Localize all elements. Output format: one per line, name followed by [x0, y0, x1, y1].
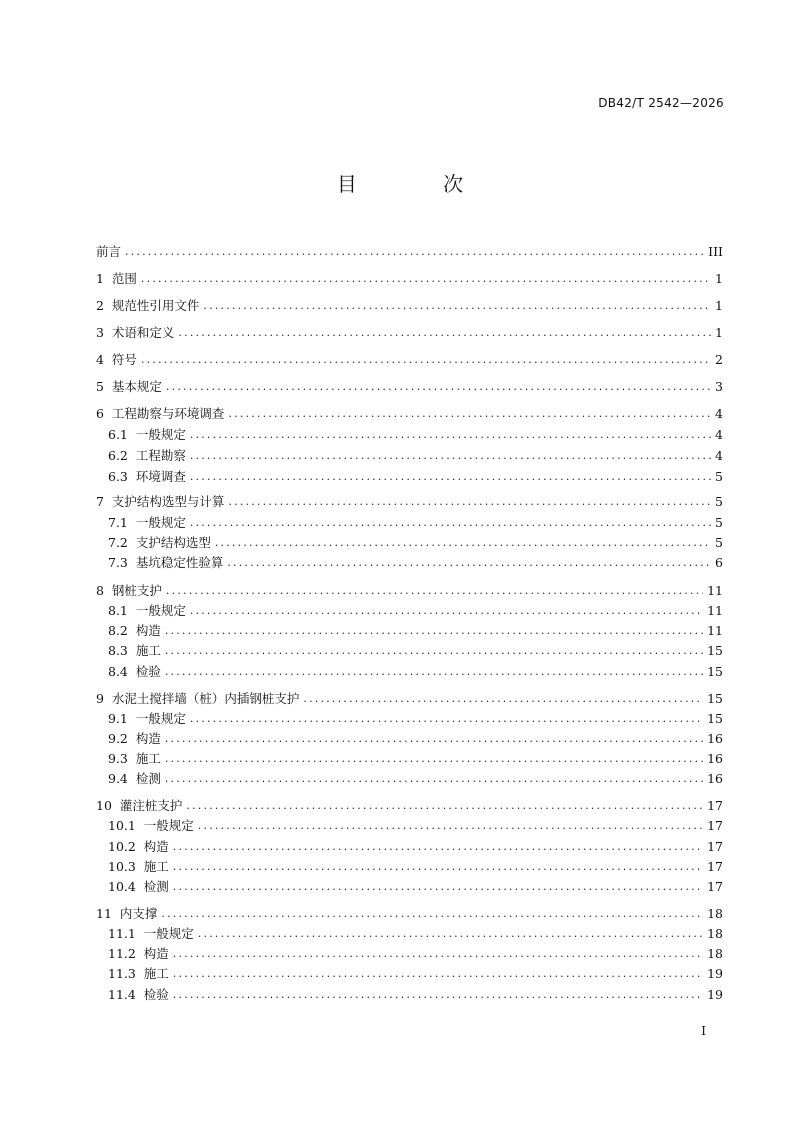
toc-dot-leader [227, 555, 711, 571]
toc-entry[interactable] [96, 242, 723, 260]
toc-entry-label: 构造 [135, 623, 161, 638]
toc-entry-number: 7.1 [108, 515, 136, 530]
toc-entry[interactable] [96, 296, 723, 314]
toc-entry-page: 16 [707, 751, 723, 766]
toc-entry-number: 9.4 [108, 771, 136, 786]
toc-dot-leader [141, 271, 711, 287]
toc-dot-leader [161, 906, 703, 922]
toc-entry-page: 1 [715, 271, 723, 286]
toc-entry-number: 11.3 [108, 966, 144, 981]
toc-entry-label: 一般规定 [143, 926, 194, 941]
toc-entry-label: 检验 [135, 664, 161, 679]
toc-entry[interactable] [108, 641, 723, 659]
toc-entry-page: 4 [715, 448, 723, 463]
toc-entry-number: 10.2 [108, 839, 144, 854]
toc-dot-leader [190, 515, 711, 531]
toc-entry[interactable] [108, 985, 723, 1003]
toc-entry-page: 18 [707, 946, 723, 961]
toc-entry-label: 水泥土搅拌墙（桩）内插钢桩支护 [111, 691, 300, 706]
toc-entry-number: 8.3 [108, 643, 136, 658]
toc-entry-label: 检验 [143, 987, 169, 1002]
toc-entry-page: 4 [715, 406, 723, 421]
toc-entry-number: 7.2 [108, 535, 136, 550]
toc-entry-label: 检测 [143, 879, 169, 894]
toc-entry[interactable] [108, 553, 723, 571]
toc-dot-leader [178, 325, 711, 341]
toc-entry-page: 17 [707, 818, 723, 833]
toc-dot-leader [165, 771, 703, 787]
toc-entry-page: 11 [707, 583, 723, 598]
toc-dot-leader [165, 664, 703, 680]
toc-entry-number: 11.2 [108, 946, 144, 961]
toc-entry[interactable] [96, 796, 723, 814]
toc-entry-label: 施工 [135, 751, 161, 766]
toc-entry-number: 8.2 [108, 623, 136, 638]
toc-entry-number: 10.3 [108, 859, 144, 874]
toc-entry-number: 7.3 [108, 555, 136, 570]
toc-entry-label: 术语和定义 [111, 325, 175, 340]
toc-dot-leader [173, 946, 703, 962]
toc-entry[interactable] [108, 513, 723, 531]
toc-dot-leader [228, 406, 711, 422]
toc-entry-label: 构造 [143, 839, 169, 854]
toc-entry-page: 17 [707, 839, 723, 854]
page-number: I [701, 1024, 706, 1038]
toc-entry-number: 8.4 [108, 664, 136, 679]
toc-entry[interactable] [108, 924, 723, 942]
toc-entry-page: 19 [707, 966, 723, 981]
toc-entry-page: 1 [715, 298, 723, 313]
toc-entry-number: 9 [96, 691, 112, 706]
toc-dot-leader [165, 643, 703, 659]
toc-entry[interactable] [108, 816, 723, 834]
toc-entry-page: 1 [715, 325, 723, 340]
toc-entry-page: 19 [707, 987, 723, 1002]
toc-entry-label: 一般规定 [135, 427, 186, 442]
toc-entry-page: 5 [715, 469, 723, 484]
toc-entry-label: 工程勘察 [135, 448, 186, 463]
toc-entry[interactable] [96, 492, 723, 510]
toc-entry-number: 2 [96, 298, 112, 313]
toc-entry-number: 7 [96, 494, 112, 509]
toc-entry-page: 18 [707, 926, 723, 941]
toc-entry-number: 11.4 [108, 987, 144, 1002]
toc-entry-label: 内支撑 [119, 906, 158, 921]
toc-entry-label: 钢桩支护 [111, 583, 162, 598]
toc-entry[interactable] [108, 446, 723, 464]
toc-entry[interactable] [108, 749, 723, 767]
toc-dot-leader [165, 731, 703, 747]
toc-entry[interactable] [108, 621, 723, 639]
toc-entry[interactable] [108, 769, 723, 787]
toc-entry-number: 3 [96, 325, 112, 340]
toc-entry-label: 施工 [143, 859, 169, 874]
toc-dot-leader [166, 379, 711, 395]
toc-entry-number: 10 [96, 798, 120, 813]
toc-entry-number: 8.1 [108, 603, 136, 618]
toc-entry[interactable] [96, 904, 723, 922]
toc-dot-leader [198, 818, 703, 834]
toc-dot-leader [165, 751, 703, 767]
toc-entry-label: 检测 [135, 771, 161, 786]
toc-entry[interactable] [108, 601, 723, 619]
toc-dot-leader [165, 623, 703, 639]
toc-entry-label: 施工 [143, 966, 169, 981]
toc-entry-label: 一般规定 [135, 515, 186, 530]
toc-entry-page: 2 [715, 352, 723, 367]
toc-entry-label: 支护结构选型与计算 [111, 494, 225, 509]
toc-entry[interactable] [108, 837, 723, 855]
toc-entry-page: 6 [715, 555, 723, 570]
toc-entry[interactable] [108, 964, 723, 982]
toc-entry-label: 施工 [135, 643, 161, 658]
toc-entry-label: 环境调查 [135, 469, 186, 484]
toc-entry-page: 16 [707, 731, 723, 746]
toc-entry-label: 基坑稳定性验算 [135, 555, 224, 570]
toc-entry-number: 11 [96, 906, 120, 921]
toc-entry-page: 17 [707, 798, 723, 813]
toc-entry-page: 15 [707, 664, 723, 679]
toc-dot-leader [141, 352, 711, 368]
toc-entry-label: 一般规定 [135, 603, 186, 618]
toc-entry[interactable] [96, 350, 723, 368]
toc-entry[interactable] [108, 662, 723, 680]
toc-entry-page: 5 [715, 515, 723, 530]
toc-dot-leader [173, 966, 703, 982]
toc-entry-label: 范围 [111, 271, 137, 286]
toc-dot-leader [203, 298, 711, 314]
toc-entry[interactable] [108, 425, 723, 443]
toc-entry-number: 6.1 [108, 427, 136, 442]
toc-entry[interactable] [108, 709, 723, 727]
toc-entry-page: 11 [707, 603, 723, 618]
toc-entry[interactable] [108, 877, 723, 895]
toc-entry-number: 9.2 [108, 731, 136, 746]
toc-entry-label: 规范性引用文件 [111, 298, 200, 313]
toc-entry-label: 支护结构选型 [135, 535, 211, 550]
toc-entry-label: 一般规定 [135, 711, 186, 726]
toc-dot-leader [173, 859, 703, 875]
toc-dot-leader [173, 987, 703, 1003]
toc-dot-leader [190, 448, 711, 464]
toc-entry-number: 11.1 [108, 926, 144, 941]
toc-dot-leader [215, 535, 711, 551]
toc-entry[interactable] [96, 269, 723, 287]
toc-entry-number: 9.1 [108, 711, 136, 726]
toc-dot-leader [186, 798, 703, 814]
toc-entry-page: 4 [715, 427, 723, 442]
toc-entry[interactable] [108, 533, 723, 551]
toc-entry-page: 17 [707, 879, 723, 894]
toc-entry-page: 15 [707, 691, 723, 706]
toc-entry-page: 5 [715, 494, 723, 509]
toc-entry-label: 基本规定 [111, 379, 162, 394]
toc-entry-number: 6.3 [108, 469, 136, 484]
toc-entry-label: 构造 [135, 731, 161, 746]
toc-entry-label: 前言 [96, 244, 122, 259]
toc-dot-leader [173, 879, 703, 895]
toc-entry-number: 10.4 [108, 879, 144, 894]
toc-entry-label: 一般规定 [143, 818, 194, 833]
page-title: 目 次 [336, 172, 504, 196]
toc-entry-page: 5 [715, 535, 723, 550]
toc-entry[interactable] [96, 581, 723, 599]
toc-entry-page: 15 [707, 711, 723, 726]
toc-entry-label: 灌注桩支护 [119, 798, 183, 813]
toc-dot-leader [198, 926, 703, 942]
toc-entry[interactable] [96, 377, 723, 395]
toc-entry-number: 10.1 [108, 818, 144, 833]
toc-entry-number: 5 [96, 379, 112, 394]
toc-entry-page: 15 [707, 643, 723, 658]
doc-code: DB42/T 2542—2026 [598, 96, 724, 110]
toc-entry-page: 11 [707, 623, 723, 638]
toc-dot-leader [190, 427, 711, 443]
toc-entry-label: 构造 [143, 946, 169, 961]
toc-entry-page: 3 [715, 379, 723, 394]
toc-dot-leader [190, 603, 703, 619]
toc-dot-leader [303, 691, 703, 707]
toc-entry-number: 9.3 [108, 751, 136, 766]
toc-entry-page: III [708, 244, 723, 259]
toc-entry-label: 工程勘察与环境调查 [111, 406, 225, 421]
toc-entry[interactable] [96, 689, 723, 707]
toc-dot-leader [125, 244, 704, 260]
toc-dot-leader [190, 711, 703, 727]
toc-entry-page: 16 [707, 771, 723, 786]
toc-dot-leader [228, 494, 711, 510]
toc-entry-number: 6 [96, 406, 112, 421]
toc-entry[interactable] [108, 944, 723, 962]
toc-entry[interactable] [108, 857, 723, 875]
toc-dot-leader [190, 469, 711, 485]
toc-entry-number: 6.2 [108, 448, 136, 463]
toc-entry-number: 4 [96, 352, 112, 367]
toc-entry-label: 符号 [111, 352, 137, 367]
toc-entry[interactable] [96, 323, 723, 341]
toc-dot-leader [166, 583, 703, 599]
toc-entry[interactable] [96, 404, 723, 422]
toc-entry-page: 17 [707, 859, 723, 874]
toc-entry[interactable] [108, 467, 723, 485]
toc-entry-page: 18 [707, 906, 723, 921]
toc-entry[interactable] [108, 729, 723, 747]
toc-entry-number: 8 [96, 583, 112, 598]
toc-dot-leader [173, 839, 703, 855]
toc-entry-number: 1 [96, 271, 112, 286]
